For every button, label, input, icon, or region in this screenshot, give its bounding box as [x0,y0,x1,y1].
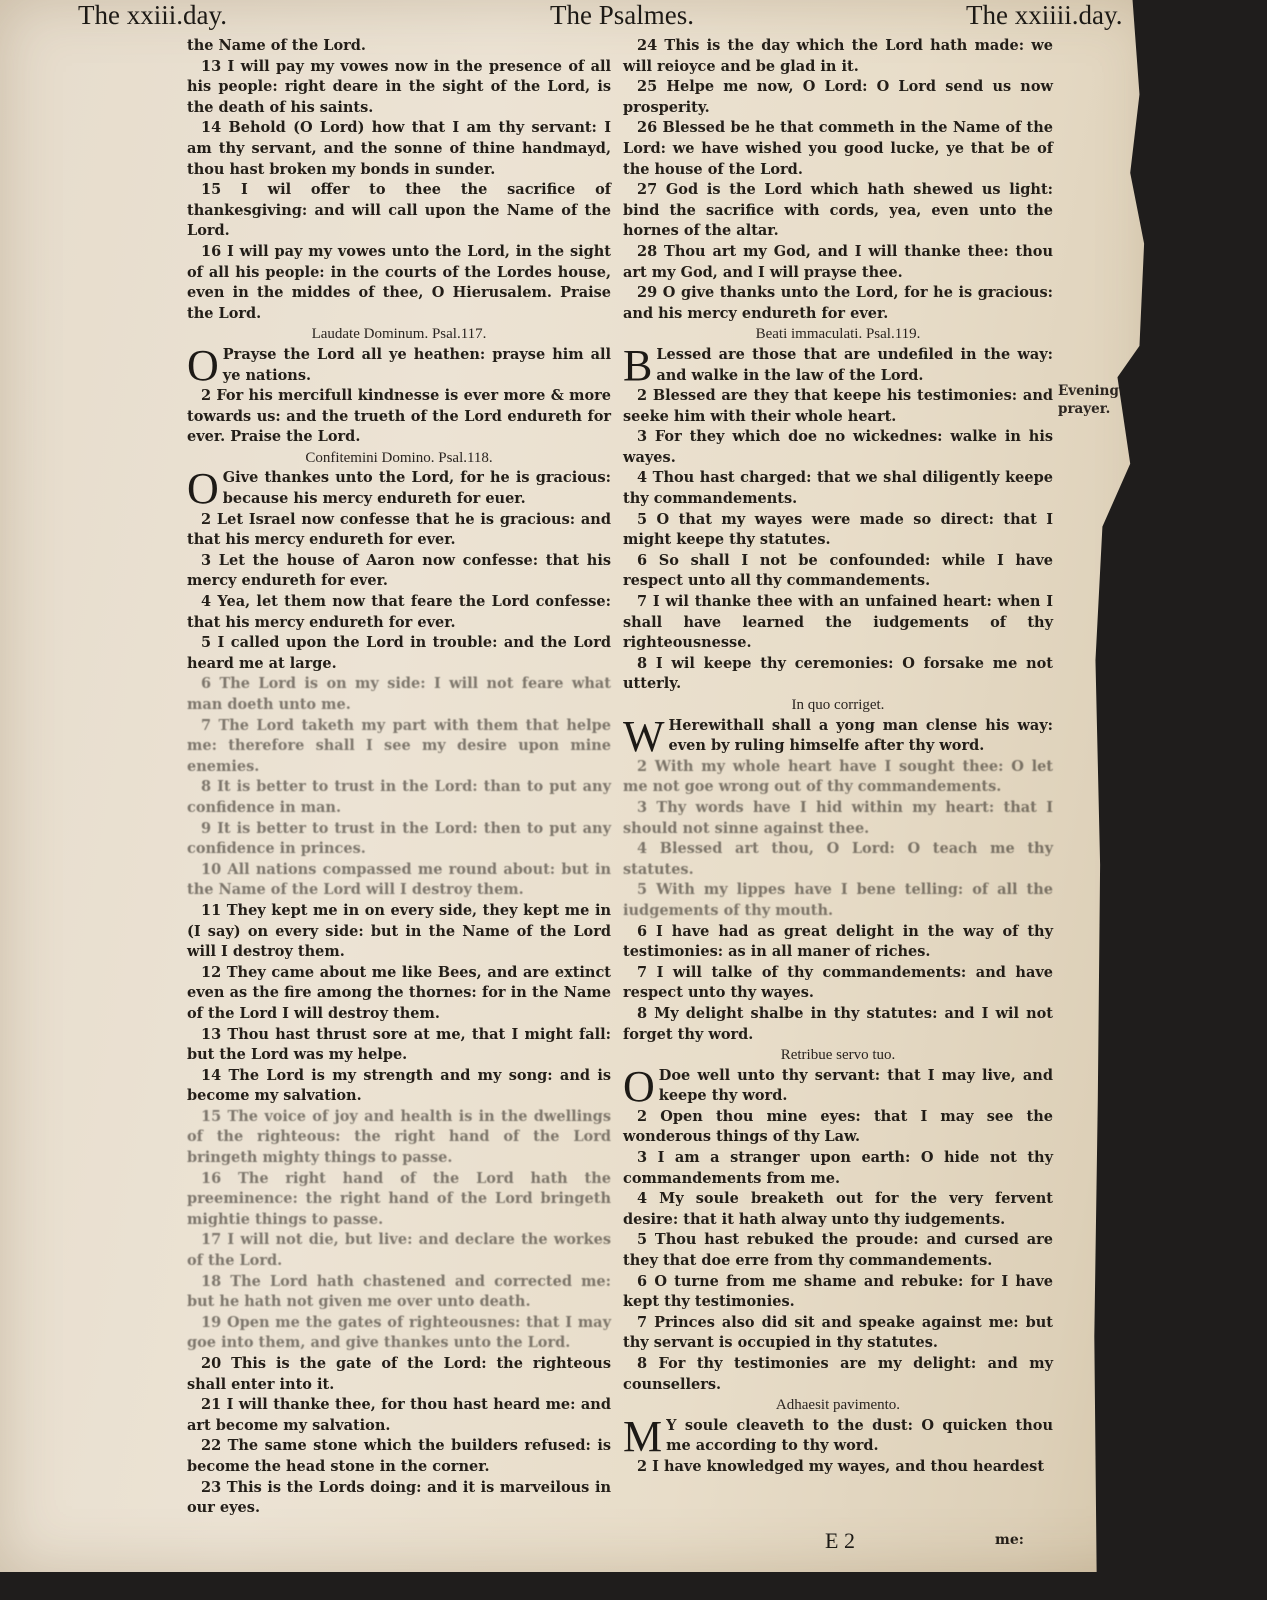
verse: 8 It is better to trust in the Lord: than to put any confidence in man. [187,778,611,816]
verse: 3 Thy words have I hid within my heart: that I should not sinne against thee. [623,798,1053,837]
verse: 6 I have had as great delight in the way of thy testimonies: as in all maner of riches. [623,922,1053,961]
verse-text: Give thankes unto the Lord, for he is gracious: because his mercy endureth for euer. [222,469,611,508]
verse: 4 Blessed art thou, O Lord: O teach me thy statutes. [623,840,1053,878]
verse: 25 Helpe me now, O Lord: O Lord send us now prosperity. [623,78,1053,116]
verse-text: Prayse the Lord all ye heathen: prayse him all ye nations. [222,345,611,384]
verse: 18 The Lord hath chastened and corrected me: but he hath not given me over unto death. [187,1272,611,1311]
left-text-column [187,36,611,1519]
verse: 7 I wil thanke thee with an unfained heart: when I shall have learned the iudgements of thy righteousnesse. [623,593,1053,652]
psalm-opening-verse [187,464,611,514]
verse: 8 For thy testimonies are my delight: and my counsellers. [623,1355,1053,1393]
verse: 6 The Lord is on my side: I will not feare what man doeth unto me. [187,675,611,713]
verse: 2 Let Israel now confesse that he is gracious: and that his mercy endureth for ever. [187,510,611,549]
verse: 10 All nations compassed me round about: but in the Name of the Lord will I destroy them. [187,860,611,899]
verse-continuation: the Name of the Lord. [187,37,366,54]
verse: 5 O that my wayes were made so direct: that I might keepe thy statutes. [623,510,1053,549]
verse: 16 I will pay my vowes unto the Lord, in the sight of all his people: in the courts of the Lordes house, even in the middes of thee, O Hierusalem. Praise the Lord. [187,242,611,322]
margin-note: Evening prayer. [1058,383,1119,417]
signature-mark: E 2 [825,1528,855,1553]
verse-text: Lessed are those that are undefiled in the way: and walke in the law of the Lord. [656,345,1053,384]
verse: 7 Princes also did sit and speake against me: but thy servant is occupied in thy statutes. [623,1313,1053,1352]
verse: 8 I wil keepe thy ceremonies: O forsake me not utterly. [623,654,1053,693]
verse: 19 Open me the gates of righteousnes: that I may goe into them, and give thankes unto the Lord. [187,1313,611,1352]
verse: 5 Thou hast rebuked the proude: and cursed are they that doe erre from thy commandements. [623,1231,1053,1270]
drop-cap: O [623,1061,655,1111]
verse: 15 I wil offer to thee the sacrifice of thankesgiving: and will call upon the Name of the Lord. [187,181,611,240]
verse: 20 This is the gate of the Lord: the righteous shall enter into it. [187,1355,611,1393]
psalm-heading: Retribue servo tuo. [780,1047,896,1064]
verse: 6 O turne from me shame and rebuke: for I have kept thy testimonies. [623,1272,1053,1311]
verse: 29 O give thanks unto the Lord, for he is gracious: and his mercy endureth for ever. [623,284,1053,322]
verse: 7 I will talke of thy commandements: and have respect unto thy wayes. [623,963,1053,1002]
header-day-right: The xxiiii.day. [966,0,1123,30]
verse: 6 So shall I not be confounded: while I have respect unto all thy commandements. [623,551,1053,590]
psalm-heading: Laudate Dominum. Psal.117. [311,326,487,343]
verse: 9 It is better to trust in the Lord: then to put any confidence in princes. [187,819,611,858]
psalm-opening-verse [187,340,611,390]
verse: 26 Blessed be he that commeth in the Name of the Lord: we have wished you good lucke, ye that be of the house of the Lord. [623,119,1053,178]
psalm-heading: Beati immaculati. Psal.119. [755,326,921,343]
verse: 13 I will pay my vowes now in the presence of all his people: right deare in the sight of the Lord, is the death of his saints. [187,57,611,116]
verse: 2 Blessed are they that keepe his testimonies: and seeke him with their whole heart. [623,387,1053,425]
verse: 15 The voice of joy and health is in the dwellings of the righteous: the right hand of the Lord bringeth mighty things to passe. [187,1107,611,1167]
verse: 28 Thou art my God, and I will thanke thee: thou art my God, and I will prayse thee. [623,242,1053,281]
verse: 2 Open thou mine eyes: that I may see the wonderous things of thy Law. [623,1107,1053,1146]
psalm-opening-verse [623,1061,1053,1111]
psalm-heading: In quo corriget. [791,697,885,713]
header-book-title: The Psalmes. [550,0,694,30]
drop-cap: O [187,464,219,514]
drop-cap: W [623,711,665,761]
psalm-heading: Adhaesit pavimento. [775,1397,901,1414]
verse: 2 I have knowledged my wayes, and thou heardest [637,1457,1045,1475]
verse: 7 The Lord taketh my part with them that helpe me: therefore shall I see my desire upon mine enemies. [187,716,611,775]
header-day-left: The xxiii.day. [78,0,227,30]
psalm-opening-verse [623,711,1053,761]
verse: 5 With my lippes have I bene telling: of all the iudgements of thy mouth. [623,881,1053,919]
verse: 13 Thou hast thrust sore at me, that I might fall: but the Lord was my helpe. [187,1025,611,1064]
psalm-opening-verse [623,340,1053,390]
drop-cap: B [623,340,653,390]
verse: 2 With my whole heart have I sought thee: O let me not goe wrong out of thy commandements. [623,757,1053,796]
verse: 3 Let the house of Aaron now confesse: that his mercy endureth for ever. [187,551,611,590]
psalm-heading: Confitemini Domino. Psal.118. [305,449,493,466]
verse: 4 Thou hast charged: that we shal diligently keepe thy commandements. [623,469,1053,508]
verse: 27 God is the Lord which hath shewed us light: bind the sacrifice with cords, yea, even unto the hornes of the altar. [623,181,1053,240]
verse: 17 I will not die, but live: and declare the workes of the Lord. [187,1231,611,1270]
psalm-opening-verse [623,1411,1053,1461]
verse: 21 I will thanke thee, for thou hast heard me: and art become my salvation. [187,1396,611,1434]
verse-text: Y soule cleaveth to the dust: O quicken thou me according to thy word. [666,1416,1053,1455]
drop-cap: M [623,1411,663,1461]
verse: 8 My delight shalbe in thy statutes: and I wil not forget thy word. [623,1004,1053,1043]
verse-text: Herewithall shall a yong man clense his way: even by ruling himselfe after thy word. [668,716,1053,755]
verse: 3 I am a stranger upon earth: O hide not thy commandements from me. [623,1149,1053,1187]
catchword: me: [995,1532,1024,1548]
verse: 2 For his mercifull kindnesse is ever more & more towards us: and the trueth of the Lord endureth for ever. Praise the Lord. [187,387,611,446]
verse: 14 Behold (O Lord) how that I am thy servant: I am thy servant, and the sonne of thine handmayd, thou hast broken my bonds in sunder. [187,119,611,178]
running-header [0,0,1158,34]
verse: 5 I called upon the Lord in trouble: and the Lord heard me at large. [187,634,611,672]
verse: 3 For they which doe no wickednes: walke in his wayes. [623,428,1053,466]
verse: 11 They kept me in on every side, they kept me in (I say) on every side: but in the Name of the Lord will I destroy them. [187,901,611,961]
verse: 14 The Lord is my strength and my song: and is become my salvation. [187,1066,611,1105]
verse: 12 They came about me like Bees, and are extinct even as the fire among the thornes: for in the Name of the Lord I will destroy them. [187,963,611,1022]
right-text-column [623,36,1053,1478]
verse: 4 Yea, let them now that feare the Lord confesse: that his mercy endureth for ever. [187,593,611,631]
verse: 24 This is the day which the Lord hath made: we will reioyce and be glad in it. [623,37,1053,75]
verse: 16 The right hand of the Lord hath the preeminence: the right hand of the Lord bringeth mightie things to passe. [187,1169,611,1228]
verse: 23 This is the Lords doing: and it is marveilous in our eyes. [187,1478,611,1517]
verse: 22 The same stone which the builders refused: is become the head stone in the corner. [187,1437,611,1475]
drop-cap: O [187,340,219,390]
verse: 4 My soule breaketh out for the very fervent desire: that it hath alway unto thy iudgements. [623,1190,1053,1228]
verse-text: Doe well unto thy servant: that I may live, and keepe thy word. [658,1066,1053,1105]
